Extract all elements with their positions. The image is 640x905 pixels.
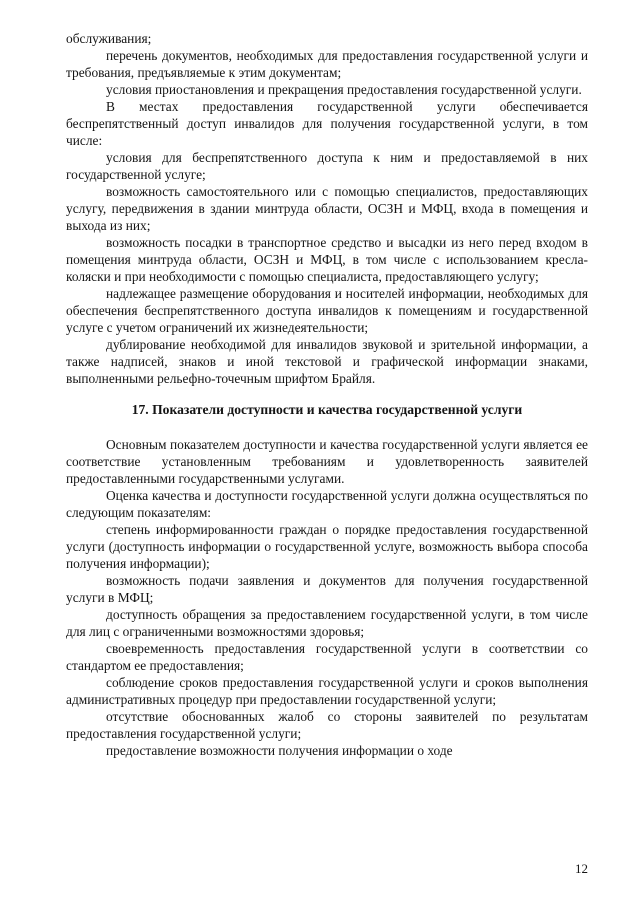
paragraph: доступность обращения за предоставлением государственной услуги, в том числе для лиц с ограниченными возможностями здоровья; <box>66 607 588 639</box>
paragraph: В местах предоставления государственной услуги обеспечивается беспрепятственный доступ инвалидов для получения государственной услуги, в том числе: <box>66 99 588 148</box>
paragraph: возможность подачи заявления и документов для получения государственной услуги в МФЦ; <box>66 573 588 605</box>
paragraph: отсутствие обоснованных жалоб со стороны заявителей по результатам предоставления государственной услуги; <box>66 709 588 741</box>
paragraph: перечень документов, необходимых для предоставления государственной услуги и требования, предъявляемые к этим документам; <box>66 48 588 80</box>
section-accessibility-conditions <box>66 30 588 387</box>
section-quality-indicators <box>66 436 588 759</box>
paragraph: соблюдение сроков предоставления государственной услуги и сроков выполнения административных процедур при предоставлении государственной услуги; <box>66 675 588 707</box>
paragraph: предоставление возможности получения информации о ходе <box>106 743 453 758</box>
paragraph: условия для беспрепятственного доступа к ним и предоставляемой в них государственной услуге; <box>66 150 588 182</box>
paragraph: Оценка качества и доступности государственной услуги должна осуществляться по следующим показателям: <box>66 488 588 520</box>
paragraph: своевременность предоставления государственной услуги в соответствии со стандартом ее предоставления; <box>66 641 588 673</box>
paragraph: возможность посадки в транспортное средство и высадки из него перед входом в помещения минтруда области, ОСЗН и МФЦ, в том числе с использованием кресла-коляски и при необходимости с помощью специалиста, предоставляющего услугу; <box>66 235 588 284</box>
paragraph: условия приостановления и прекращения предоставления государственной услуги. <box>106 82 582 97</box>
paragraph: дублирование необходимой для инвалидов звуковой и зрительной информации, а также надписей, знаков и иной текстовой и графической информации знаками, выполненными рельефно-точечным шрифтом Брайля. <box>66 337 588 386</box>
document-page <box>66 30 588 759</box>
page-number: 12 <box>575 861 588 876</box>
paragraph: обслуживания; <box>66 31 152 46</box>
section-heading: 17. Показатели доступности и качества государственной услуги <box>131 402 523 417</box>
paragraph: возможность самостоятельного или с помощью специалистов, предоставляющих услугу, передвижения в здании минтруда области, ОСЗН и МФЦ, входа в помещения и выхода из них; <box>66 184 588 233</box>
paragraph: Основным показателем доступности и качества государственной услуги является ее соответствие установленным требованиям и удовлетворенность заявителей предоставленными государственными услугами. <box>66 437 588 486</box>
paragraph: степень информированности граждан о порядке предоставления государственной услуги (доступность информации о государственной услуге, возможность выбора способа получения информации); <box>66 522 588 571</box>
paragraph: надлежащее размещение оборудования и носителей информации, необходимых для обеспечения беспрепятственного доступа инвалидов к помещениям и государственной услуге с учетом ограничений их жизнедеятельности; <box>66 286 588 335</box>
